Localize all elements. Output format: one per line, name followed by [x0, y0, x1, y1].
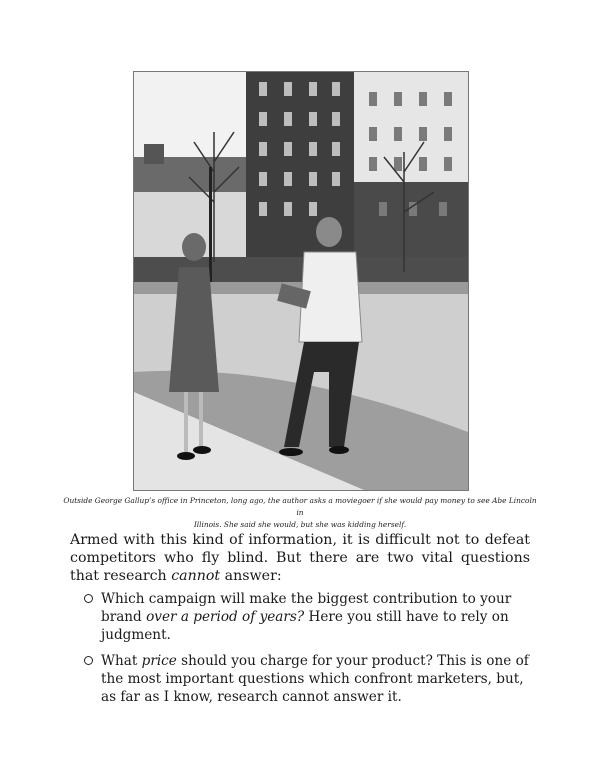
para-text-2: answer: — [220, 568, 282, 584]
bullet-text-before: What — [101, 653, 142, 669]
bullet-emphasis: price — [141, 653, 177, 669]
circle-bullet-icon — [84, 594, 93, 603]
list-item — [84, 590, 534, 644]
photo-illustration — [134, 72, 468, 490]
body-paragraph — [70, 531, 530, 585]
bullet-text-after: Here you still have to rely on judgment. — [101, 609, 509, 643]
circle-bullet-icon — [84, 656, 93, 665]
para-text-1: Armed with this kind of information, it is difficult not to defeat competitors who fly blind. But there are two vital questions that research — [70, 532, 530, 584]
figure-caption — [62, 495, 538, 531]
caption-line-2: Illinois. She said she would, but she was kidding herself. — [193, 520, 407, 529]
caption-line-1: Outside George Gallup’s office in Princeton, long ago, the author asks a moviegoer if she would pay money to see Abe Lincoln in — [63, 496, 537, 517]
photograph — [133, 71, 469, 491]
bullet-list — [84, 590, 534, 714]
bullet-emphasis: over a period of years? — [146, 609, 305, 625]
bullet-text-after: should you charge for your product? This is one of the most important questions which confront marketers, but, as far as I know, research cannot answer it. — [101, 653, 529, 705]
para-emphasis: cannot — [171, 568, 221, 584]
bullet-text-before: Which campaign will make the biggest contribution to your brand — [101, 591, 512, 625]
list-item — [84, 652, 534, 706]
